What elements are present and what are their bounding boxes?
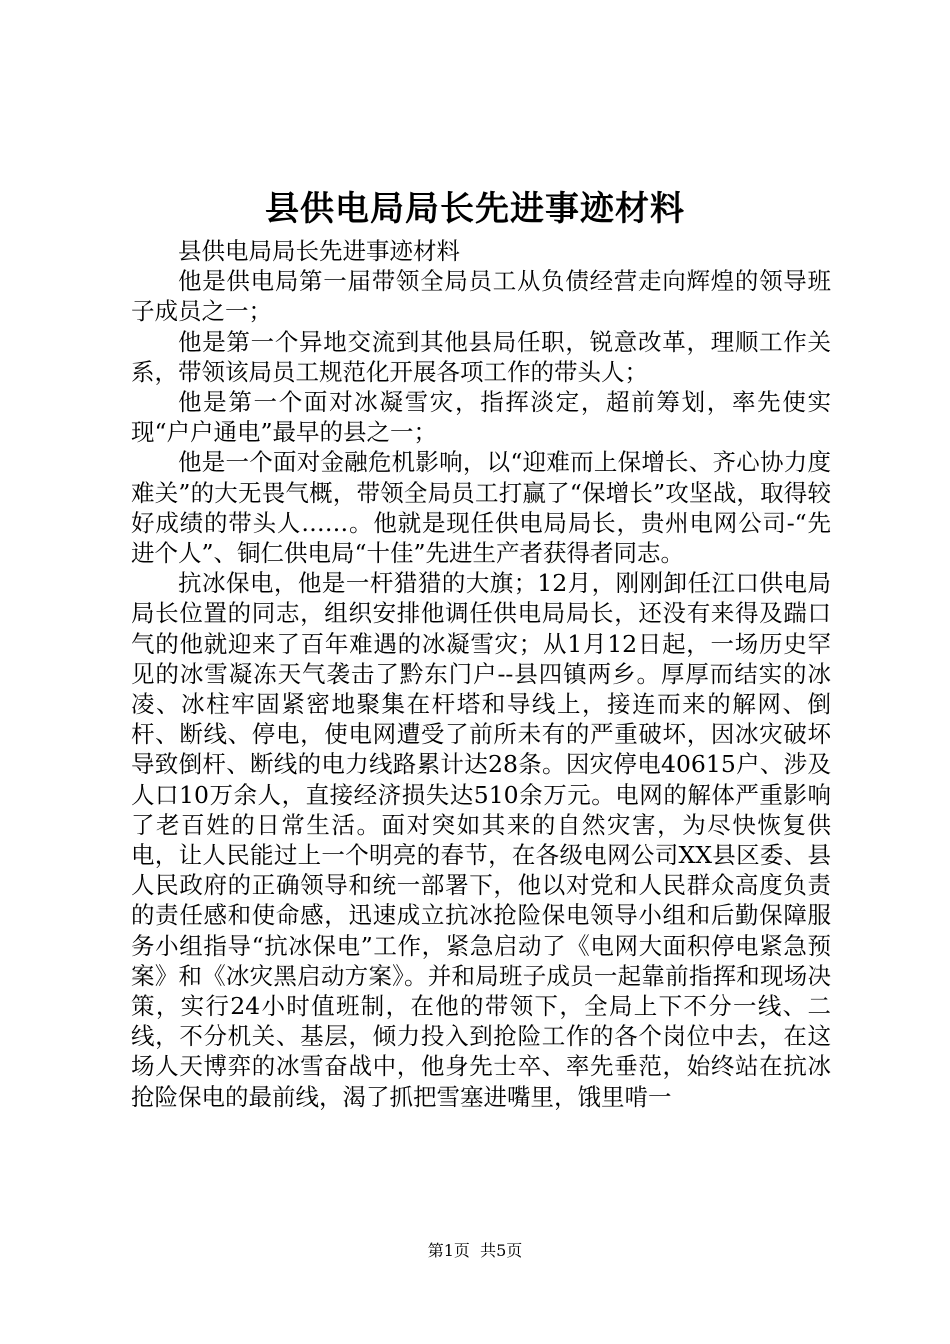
paragraph: 他是一个面对金融危机影响，以“迎难而上保增长、齐心协力度难关”的大无畏气概，带领全局员工打赢了“保增长”攻坚战，取得较好成绩的带头人……。他就是现任供电局局长，贵州电网公司-“先进个人”、铜仁供电局“十佳”先进生产者获得者同志。	[131, 448, 831, 568]
paragraph: 他是第一个面对冰凝雪灾，指挥淡定，超前筹划，率先使实现“户户通电”最早的县之一；	[131, 388, 831, 447]
paragraph: 抗冰保电，他是一杆猎猎的大旗；12月，刚刚卸任江口供电局局长位置的同志，组织安排他调任供电局局长，还没有来得及踹口气的他就迎来了百年难遇的冰凝雪灾；从1月12日起，一场历史罕见的冰雪凝冻天气袭击了黔东门户--县四镇两乡。厚厚而结实的冰凌、冰柱牢固紧密地聚集在杆塔和导线上，接连而来的解网、倒杆、断线、停电，使电网遭受了前所未有的严重破坏，因冰灾破坏导致倒杆、断线的电力线路累计达28条。因灾停电40615户、涉及人口10万余人，直接经济损失达510余万元。电网的解体严重影响了老百姓的日常生活。面对突如其来的自然灾害，为尽快恢复供电，让人民能过上一个明亮的春节，在各级电网公司XX县区委、县人民政府的正确领导和统一部署下，他以对党和人民群众高度负责的责任感和使命感，迅速成立抗冰抢险保电领导小组和后勤保障服务小组指导“抗冰保电”工作，紧急启动了《电网大面积停电紧急预案》和《冰灾黑启动方案》。并和局班子成员一起靠前指挥和现场决策，实行24小时值班制，在他的带领下，全局上下不分一线、二线，不分机关、基层，倾力投入到抢险工作的各个岗位中去，在这场人天博弈的冰雪奋战中，他身先士卒、率先垂范，始终站在抗冰抢险保电的最前线，渴了抓把雪塞进嘴里，饿里啃一	[131, 569, 831, 1111]
footer-separator	[470, 1241, 480, 1260]
page-number-total: 共5页	[480, 1241, 523, 1260]
paragraph: 他是供电局第一届带领全局员工从负债经营走向辉煌的领导班子成员之一；	[131, 267, 831, 326]
paragraph: 他是第一个异地交流到其他县局任职，锐意改革，理顺工作关系，带领该局员工规范化开展各项工作的带头人；	[131, 327, 831, 386]
page-number-current: 第1页	[427, 1241, 470, 1260]
paragraph: 县供电局局长先进事迹材料	[178, 237, 460, 265]
document-body	[131, 236, 831, 1112]
page-footer	[0, 1240, 950, 1262]
document-title: 县供电局局长先进事迹材料	[265, 189, 685, 229]
